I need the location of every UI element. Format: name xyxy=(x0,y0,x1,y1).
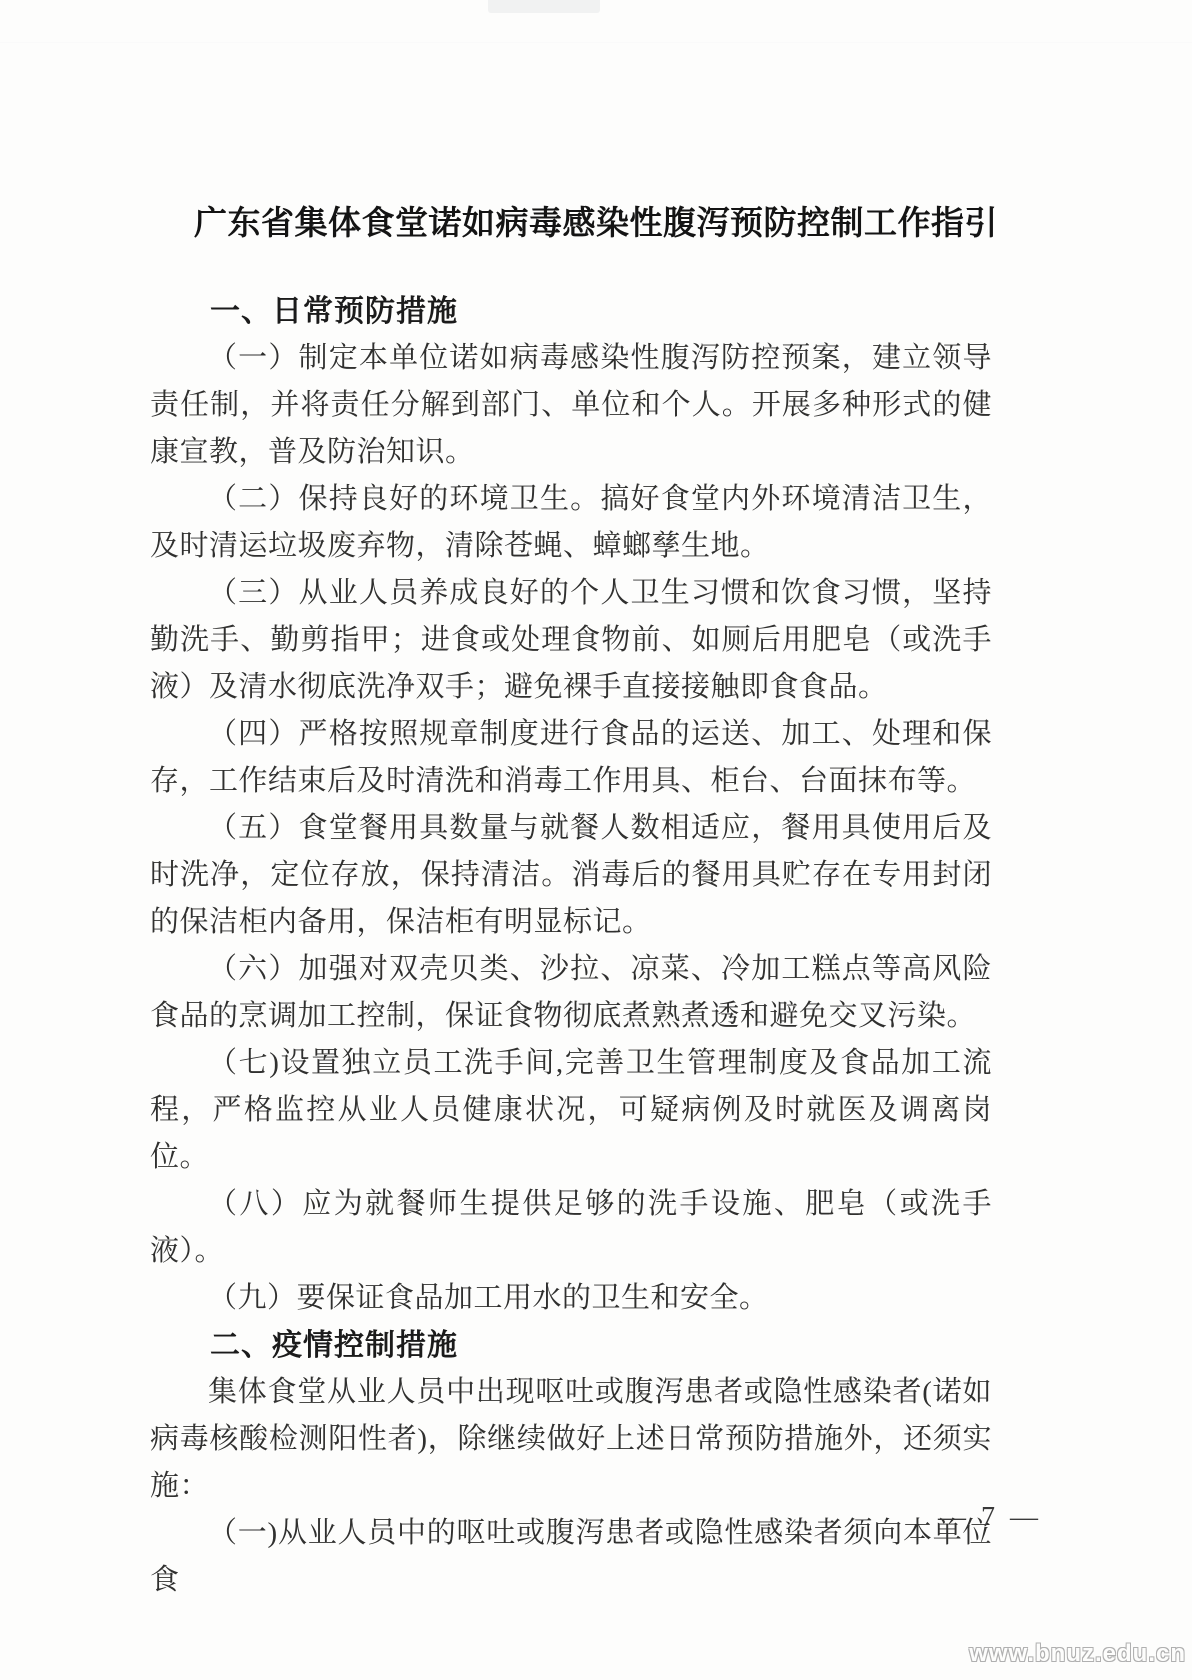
paragraph-item-7: （七)设置独立员工洗手间,完善卫生管理制度及食品加工流程，严格监控从业人员健康状况，可疑病例及时就医及调离岗位。 xyxy=(150,1047,992,1173)
paragraph-item-2: （二）保持良好的环境卫生。搞好食堂内外环境清洁卫生，及时清运垃圾废弃物，清除苍蝇、蟑螂孳生地。 xyxy=(150,483,992,562)
section-heading-daily-prevention: 一、日常预防措施 xyxy=(210,295,458,328)
paragraph-outbreak-item-1: （一)从业人员中的呕吐或腹泻患者或隐性感染者须向本单位食 xyxy=(150,1517,992,1596)
scan-artifact-line xyxy=(0,42,1192,43)
watermark-url: www.bnuz.edu.cn xyxy=(969,1640,1186,1667)
paragraph-outbreak-intro: 集体食堂从业人员中出现呕吐或腹泻患者或隐性感染者(诺如病毒核酸检测阳性者)，除继续做好上述日常预防措施外，还须实施： xyxy=(150,1376,992,1502)
section-heading-outbreak-control: 二、疫情控制措施 xyxy=(210,1329,458,1362)
paragraph-item-4: （四）严格按照规章制度进行食品的运送、加工、处理和保存，工作结束后及时清洗和消毒工作用具、柜台、台面抹布等。 xyxy=(150,718,992,797)
paragraph-item-9: （九）要保证食品加工用水的卫生和安全。 xyxy=(208,1282,769,1314)
page-number: — 7 — xyxy=(938,1502,1042,1533)
paragraph-item-5: （五）食堂餐用具数量与就餐人数相适应，餐用具使用后及时洗净，定位存放，保持清洁。消毒后的餐用具贮存在专用封闭的保洁柜内备用，保洁柜有明显标记。 xyxy=(150,812,992,938)
paragraph-item-8: （八）应为就餐师生提供足够的洗手设施、肥皂（或洗手液）。 xyxy=(150,1188,992,1267)
document-title: 广东省集体食堂诺如病毒感染性腹泻预防控制工作指引 xyxy=(194,204,998,241)
document-body xyxy=(150,288,992,1604)
scan-artifact-smudge xyxy=(488,0,600,13)
paragraph-item-1: （一）制定本单位诺如病毒感染性腹泻防控预案，建立领导责任制，并将责任分解到部门、单位和个人。开展多种形式的健康宣教，普及防治知识。 xyxy=(150,342,992,468)
paragraph-item-6: （六）加强对双壳贝类、沙拉、凉菜、冷加工糕点等高风险食品的烹调加工控制，保证食物彻底煮熟煮透和避免交叉污染。 xyxy=(150,953,992,1032)
paragraph-item-3: （三）从业人员养成良好的个人卫生习惯和饮食习惯，坚持勤洗手、勤剪指甲；进食或处理食物前、如厕后用肥皂（或洗手液）及清水彻底洗净双手；避免裸手直接接触即食食品。 xyxy=(150,577,992,703)
